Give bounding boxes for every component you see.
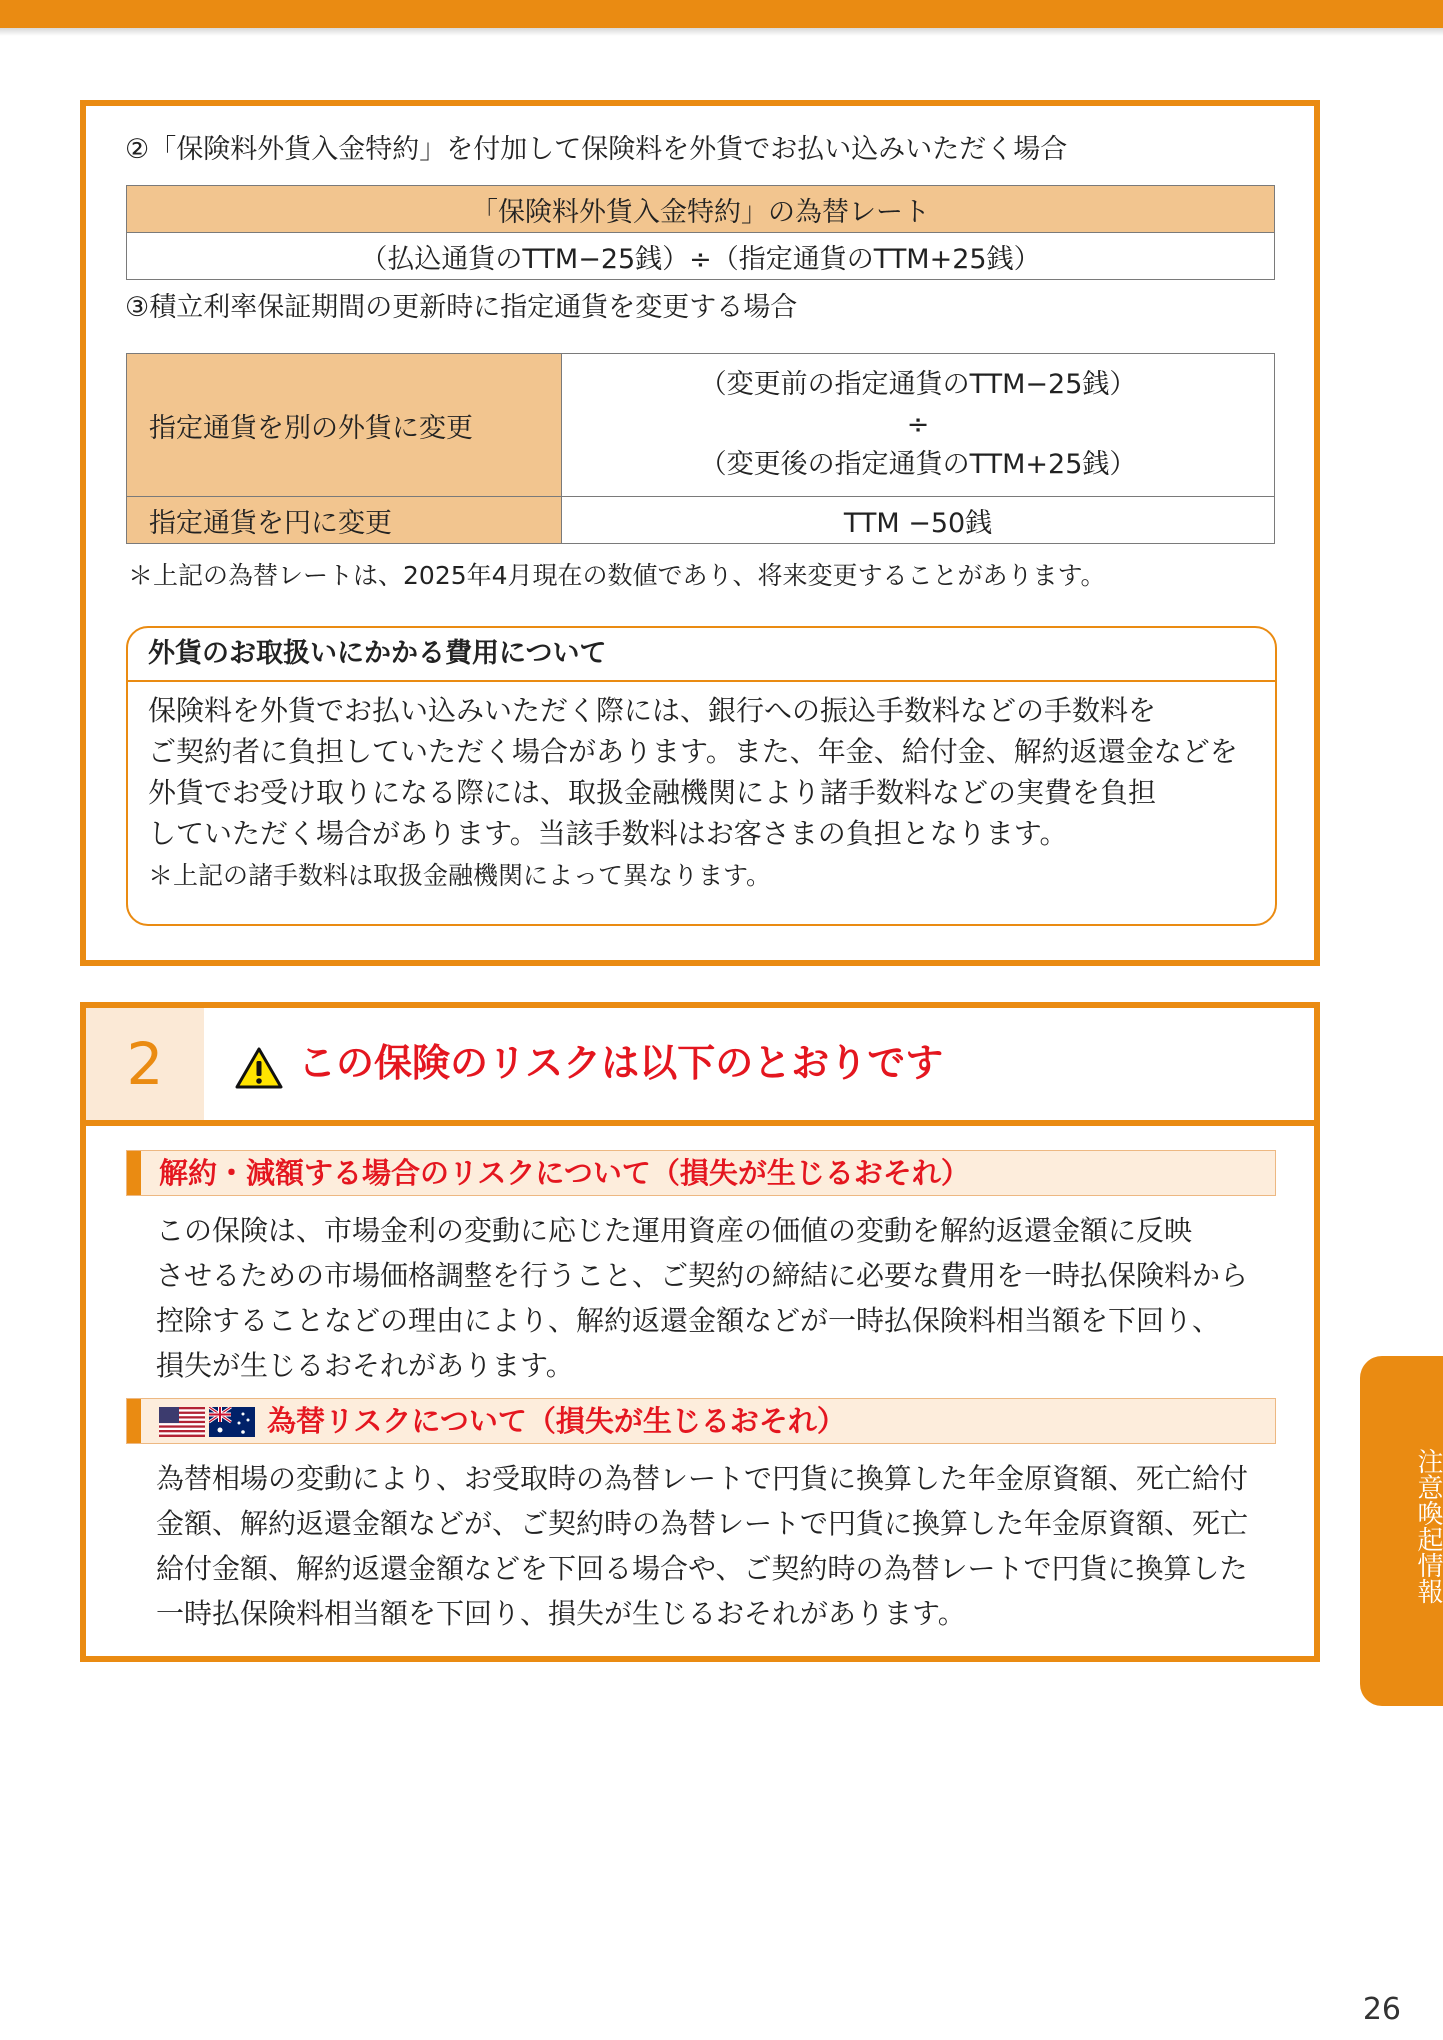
formula-divide: ÷ <box>906 409 930 440</box>
fee-line-4: していただく場合があります。当該手数料はお客さまの負担となります。 <box>148 817 1068 850</box>
surrender-risk-text <box>156 1208 1281 1388</box>
australia-flag-icon <box>209 1407 255 1437</box>
fee-info-box <box>126 626 1277 926</box>
surrender-risk-title: 解約・減額する場合のリスクについて（損失が生じるおそれ） <box>159 1156 970 1190</box>
fx-risk-title: 為替リスクについて（損失が生じるおそれ） <box>267 1404 846 1438</box>
rider-rate-formula: （払込通貨のTTM−25銭）÷（指定通貨のTTM+25銭） <box>127 233 1275 280</box>
side-tab-label: 注意喚起情報 <box>1413 1448 1443 1604</box>
fx-risk-text <box>156 1456 1281 1636</box>
surrender-line-2: させるための市場価格調整を行うこと、ご契約の締結に必要な費用を一時払保険料から <box>156 1259 1249 1292</box>
side-index-tab[interactable] <box>1360 1356 1443 1706</box>
row-value-yen: TTM −50銭 <box>562 497 1275 544</box>
fx-risk-heading <box>126 1398 1276 1444</box>
row-label-other-currency: 指定通貨を別の外貨に変更 <box>127 354 562 497</box>
surrender-line-1: この保険は、市場金利の変動に応じた運用資産の価値の変動を解約返還金額に反映 <box>156 1214 1193 1247</box>
heading-accent-bar <box>127 1151 141 1195</box>
heading-accent-bar <box>127 1399 141 1443</box>
rate-note: ＊上記の為替レートは、2025年4月現在の数値であり、将来変更することがあります。 <box>128 561 1106 590</box>
top-accent-bar <box>0 0 1443 28</box>
section-number: 2 <box>86 1008 204 1120</box>
risk-section-header <box>86 1008 1314 1126</box>
currency-change-table <box>126 353 1275 544</box>
heading-currency-change: ③積立利率保証期間の更新時に指定通貨を変更する場合 <box>125 292 798 323</box>
surrender-line-4: 損失が生じるおそれがあります。 <box>156 1349 574 1382</box>
rider-rate-header: 「保険料外貨入金特約」の為替レート <box>127 186 1275 233</box>
rider-rate-table <box>126 185 1275 280</box>
row-value-other-currency <box>562 354 1275 497</box>
fx-line-2: 金額、解約返還金額などが、ご契約時の為替レートで円貨に換算した年金原資額、死亡 <box>156 1507 1249 1540</box>
fx-line-1: 為替相場の変動により、お受取時の為替レートで円貨に換算した年金原資額、死亡給付 <box>156 1462 1249 1495</box>
heading-foreign-premium-rider: ②「保険料外貨入金特約」を付加して保険料を外貨でお払い込みいただく場合 <box>125 134 1068 165</box>
fee-note: ＊上記の諸手数料は取扱金融機関によって異なります。 <box>148 861 772 890</box>
fee-box-title: 外貨のお取扱いにかかる費用について <box>128 628 1275 682</box>
warning-icon <box>234 1046 284 1090</box>
fee-box-body <box>128 682 1275 898</box>
us-flag-icon <box>159 1407 205 1437</box>
surrender-line-3: 控除することなどの理由により、解約返還金額などが一時払保険料相当額を下回り、 <box>156 1304 1221 1337</box>
fx-line-4: 一時払保険料相当額を下回り、損失が生じるおそれがあります。 <box>156 1597 966 1630</box>
fee-line-3: 外貨でお受け取りになる際には、取扱金融機関により諸手数料などの実費を負担 <box>148 776 1157 809</box>
formula-line-1: （変更前の指定通貨のTTM−25銭） <box>699 369 1137 400</box>
fx-line-3: 給付金額、解約返還金額などを下回る場合や、ご契約時の為替レートで円貨に換算した <box>156 1552 1248 1585</box>
fee-line-2: ご契約者に負担していただく場合があります。また、年金、給付金、解約返還金などを <box>148 735 1238 768</box>
risk-section-title: この保険のリスクは以下のとおりです <box>298 1041 944 1085</box>
formula-line-3: （変更後の指定通貨のTTM+25銭） <box>699 449 1137 480</box>
fee-line-1: 保険料を外貨でお払い込みいただく際には、銀行への振込手数料などの手数料を <box>148 694 1157 727</box>
top-bar-shadow <box>0 28 1443 36</box>
page-number: 26 <box>1362 1992 1401 2027</box>
surrender-risk-heading <box>126 1150 1276 1196</box>
row-label-yen: 指定通貨を円に変更 <box>127 497 562 544</box>
